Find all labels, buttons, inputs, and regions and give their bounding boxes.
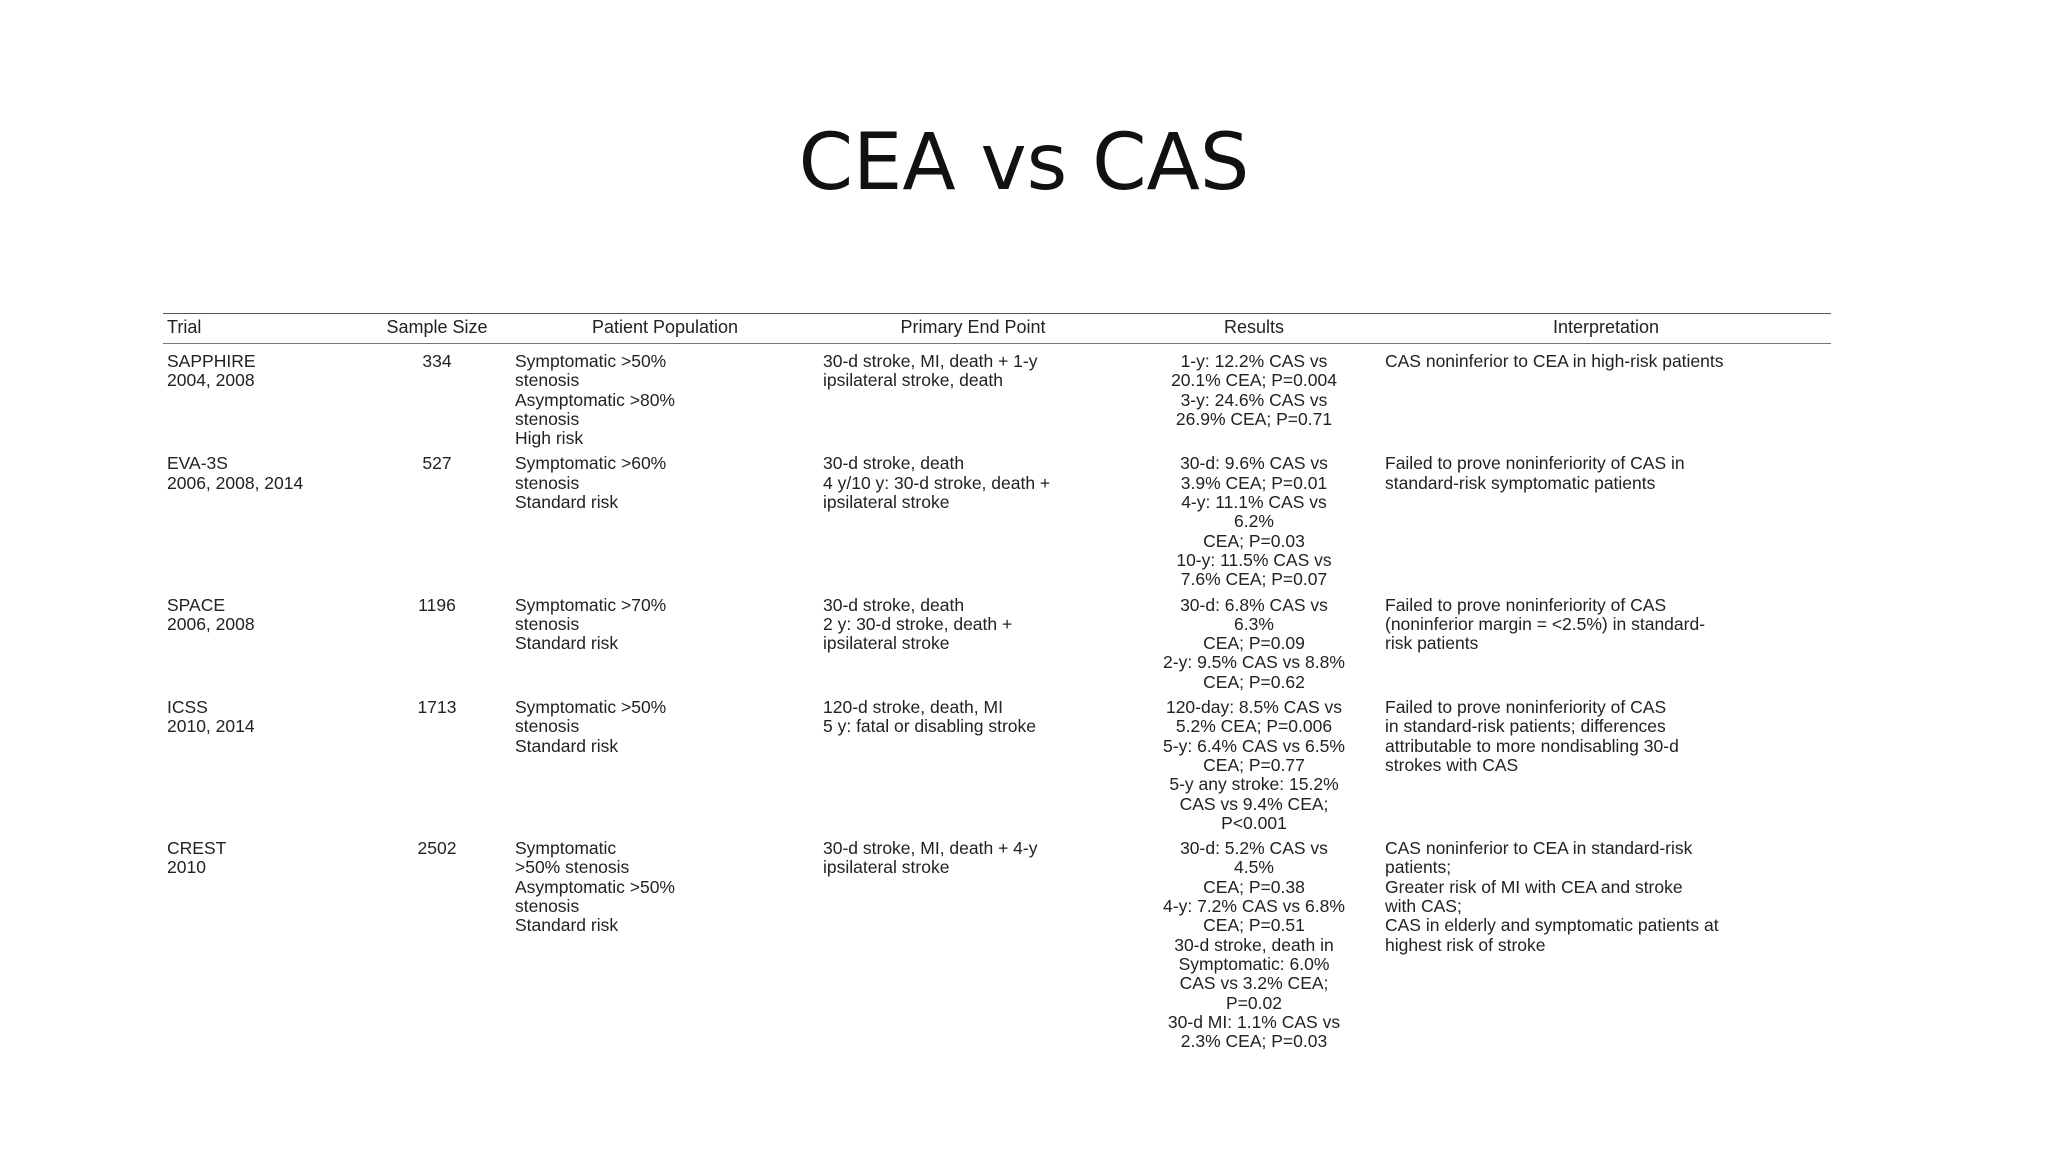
table-row: [163, 344, 1831, 452]
cell-primary-end-point-line: 30-d stroke, MI, death + 1-y: [823, 351, 1038, 371]
cell-results-line: 30-d stroke, death in: [1174, 934, 1334, 955]
cell-primary-end-point-line: 5 y: fatal or disabling stroke: [823, 716, 1037, 737]
cell-trial-line: 2010: [167, 857, 206, 878]
cell-interpretation-line: Greater risk of MI with CEA and stroke: [1385, 876, 1683, 897]
cell-interpretation-line: highest risk of stroke: [1385, 934, 1546, 955]
column-header-primary-end-point: Primary End Point: [900, 317, 1046, 337]
cell-patient-population: [511, 836, 819, 1054]
cell-results-line: P=0.02: [1226, 992, 1282, 1013]
cell-primary-end-point-line: 2 y: 30-d stroke, death +: [823, 613, 1013, 634]
cell-results-line: 20.1% CEA; P=0.004: [1171, 370, 1337, 391]
table-row: [163, 451, 1831, 592]
cell-primary-end-point: [819, 836, 1127, 1054]
cell-primary-end-point: [819, 593, 1127, 695]
cell-primary-end-point-line: ipsilateral stroke: [823, 633, 950, 654]
column-header-patient-population: Patient Population: [591, 317, 739, 337]
cell-interpretation: [1381, 695, 1831, 836]
cell-trial: [163, 593, 363, 695]
cell-trial-line: EVA-3S: [167, 453, 228, 474]
cell-trial: [163, 344, 363, 452]
cell-primary-end-point: [819, 344, 1127, 452]
cell-results-line: 6.3%: [1234, 613, 1274, 634]
cell-results-line: CEA; P=0.09: [1203, 633, 1305, 654]
cell-patient-population: [511, 593, 819, 695]
cell-trial-line: 2010, 2014: [167, 716, 255, 737]
cell-patient-population-line: Symptomatic >70%: [515, 594, 667, 615]
cell-patient-population-line: Standard risk: [515, 735, 619, 756]
cell-results-line: 120-day: 8.5% CAS vs: [1165, 697, 1343, 718]
cell-results-line: Symptomatic: 6.0%: [1178, 953, 1330, 974]
cell-trial-line: 2004, 2008: [167, 370, 255, 391]
cell-primary-end-point-line: 30-d stroke, MI, death + 4-y: [823, 838, 1038, 859]
cell-patient-population-line: stenosis: [515, 896, 580, 917]
cell-interpretation-line: (noninferior margin = <2.5%) in standard-: [1385, 613, 1706, 634]
cell-interpretation-line: patients;: [1385, 857, 1452, 878]
cell-results-line: CEA; P=0.62: [1203, 671, 1305, 692]
cell-results-line: 4.5%: [1234, 857, 1274, 878]
cell-interpretation-line: standard-risk symptomatic patients: [1385, 472, 1656, 493]
cell-patient-population-line: Standard risk: [515, 915, 619, 936]
cell-patient-population-line: Standard risk: [515, 492, 619, 513]
table-row: [163, 593, 1831, 695]
cell-results: [1127, 451, 1381, 592]
cell-primary-end-point-line: ipsilateral stroke: [823, 492, 950, 513]
cell-primary-end-point: [819, 695, 1127, 836]
cell-trial-line: SPACE: [167, 594, 226, 615]
cell-sample-size: 1713: [417, 697, 457, 718]
cell-results-line: 4-y: 7.2% CAS vs 6.8%: [1163, 896, 1345, 917]
column-header-results: Results: [1223, 317, 1285, 337]
cell-results-line: P<0.001: [1221, 812, 1287, 833]
cell-results-line: 3-y: 24.6% CAS vs: [1180, 389, 1328, 410]
cell-primary-end-point: [819, 451, 1127, 592]
cell-results-line: 30-d: 9.6% CAS vs: [1180, 453, 1328, 474]
cell-trial-line: SAPPHIRE: [167, 351, 256, 371]
cell-patient-population-line: stenosis: [515, 716, 580, 737]
cell-trial-line: CREST: [167, 838, 227, 859]
cell-interpretation-line: in standard-risk patients; differences: [1385, 716, 1666, 737]
cell-sample-size: 334: [422, 351, 452, 371]
table-row: [163, 695, 1831, 836]
cell-results-line: CAS vs 9.4% CEA;: [1179, 793, 1329, 814]
table-row: [163, 836, 1831, 1054]
cell-patient-population-line: Asymptomatic >80%: [515, 389, 675, 410]
cell-interpretation: [1381, 593, 1831, 695]
cell-interpretation-line: CAS noninferior to CEA in high-risk patients: [1385, 351, 1724, 371]
cell-results: [1127, 344, 1381, 452]
table-header: [163, 314, 1831, 344]
cell-results: [1127, 836, 1381, 1054]
cell-interpretation: [1381, 344, 1831, 452]
column-header-trial: Trial: [167, 317, 202, 337]
cell-results-line: CAS vs 3.2% CEA;: [1179, 973, 1329, 994]
slide-title: CEA vs CAS: [798, 118, 1250, 208]
cell-patient-population-line: >50% stenosis: [515, 857, 630, 878]
cell-patient-population-line: Standard risk: [515, 633, 619, 654]
cell-primary-end-point-line: 120-d stroke, death, MI: [823, 697, 1003, 718]
cell-trial: [163, 451, 363, 592]
cell-interpretation: [1381, 836, 1831, 1054]
cell-trial: [163, 836, 363, 1054]
cell-patient-population-line: High risk: [515, 428, 584, 449]
cell-results-line: 30-d MI: 1.1% CAS vs: [1167, 1011, 1341, 1032]
cell-interpretation-line: risk patients: [1385, 633, 1479, 654]
cell-patient-population-line: Symptomatic: [515, 838, 617, 859]
cell-results-line: CEA; P=0.38: [1203, 876, 1305, 897]
cell-results-line: 26.9% CEA; P=0.71: [1175, 408, 1333, 429]
cell-trial: [163, 695, 363, 836]
cell-primary-end-point-line: 30-d stroke, death: [823, 594, 965, 615]
cell-patient-population-line: Symptomatic >50%: [515, 351, 667, 371]
column-header-sample-size: Sample Size: [386, 317, 488, 337]
cell-interpretation-line: Failed to prove noninferiority of CAS in: [1385, 453, 1685, 474]
cell-primary-end-point-line: ipsilateral stroke: [823, 857, 950, 878]
cell-results-line: 10-y: 11.5% CAS vs: [1176, 549, 1332, 570]
cell-trial-line: ICSS: [167, 697, 208, 718]
cell-primary-end-point-line: 30-d stroke, death: [823, 453, 965, 474]
cell-results-line: CEA; P=0.51: [1203, 915, 1305, 936]
cell-interpretation-line: with CAS;: [1385, 896, 1462, 917]
trials-table-container: [163, 313, 1831, 1054]
cell-interpretation-line: Failed to prove noninferiority of CAS: [1385, 697, 1667, 718]
cell-interpretation-line: CAS noninferior to CEA in standard-risk: [1385, 838, 1693, 859]
cell-results-line: 30-d: 5.2% CAS vs: [1180, 838, 1328, 859]
cell-results-line: 5-y: 6.4% CAS vs 6.5%: [1163, 735, 1345, 756]
cell-results: [1127, 695, 1381, 836]
cell-results-line: 4-y: 11.1% CAS vs: [1181, 492, 1327, 513]
cell-trial-line: 2006, 2008: [167, 613, 255, 634]
table-body: [163, 344, 1831, 1055]
cell-patient-population-line: Asymptomatic >50%: [515, 876, 675, 897]
header-row: [163, 314, 1831, 344]
cell-results-line: 5.2% CEA; P=0.006: [1175, 716, 1333, 737]
cell-trial-line: 2006, 2008, 2014: [167, 472, 304, 493]
cell-results-line: 6.2%: [1234, 511, 1274, 532]
cell-results-line: 2.3% CEA; P=0.03: [1180, 1031, 1328, 1052]
cell-interpretation-line: strokes with CAS: [1385, 754, 1519, 775]
cell-sample-size: 1196: [418, 594, 456, 615]
cell-sample-size: 2502: [417, 838, 457, 859]
cell-primary-end-point-line: 4 y/10 y: 30-d stroke, death +: [823, 472, 1051, 493]
trials-table: [163, 313, 1831, 1054]
cell-results-line: CEA; P=0.77: [1203, 754, 1305, 775]
cell-patient-population-line: stenosis: [515, 370, 580, 391]
cell-interpretation-line: attributable to more nondisabling 30-d: [1385, 735, 1679, 756]
cell-patient-population: [511, 451, 819, 592]
cell-primary-end-point-line: ipsilateral stroke, death: [823, 370, 1003, 391]
cell-results-line: 3.9% CEA; P=0.01: [1180, 472, 1328, 493]
cell-patient-population: [511, 344, 819, 452]
cell-patient-population-line: stenosis: [515, 408, 580, 429]
cell-sample-size: 527: [422, 453, 452, 474]
column-header-interpretation: Interpretation: [1552, 317, 1660, 337]
cell-results-line: 7.6% CEA; P=0.07: [1180, 569, 1328, 590]
cell-patient-population-line: stenosis: [515, 613, 580, 634]
cell-patient-population-line: stenosis: [515, 472, 580, 493]
cell-results: [1127, 593, 1381, 695]
cell-patient-population: [511, 695, 819, 836]
cell-results-line: 1-y: 12.2% CAS vs: [1180, 351, 1328, 371]
cell-interpretation-line: CAS in elderly and symptomatic patients at: [1385, 915, 1719, 936]
cell-patient-population-line: Symptomatic >60%: [515, 453, 667, 474]
cell-results-line: CEA; P=0.03: [1203, 530, 1305, 551]
cell-interpretation: [1381, 451, 1831, 592]
cell-interpretation-line: Failed to prove noninferiority of CAS: [1385, 594, 1667, 615]
cell-patient-population-line: Symptomatic >50%: [515, 697, 667, 718]
cell-results-line: 5-y any stroke: 15.2%: [1169, 774, 1339, 795]
cell-results-line: 2-y: 9.5% CAS vs 8.8%: [1163, 652, 1345, 673]
cell-results-line: 30-d: 6.8% CAS vs: [1180, 594, 1328, 615]
